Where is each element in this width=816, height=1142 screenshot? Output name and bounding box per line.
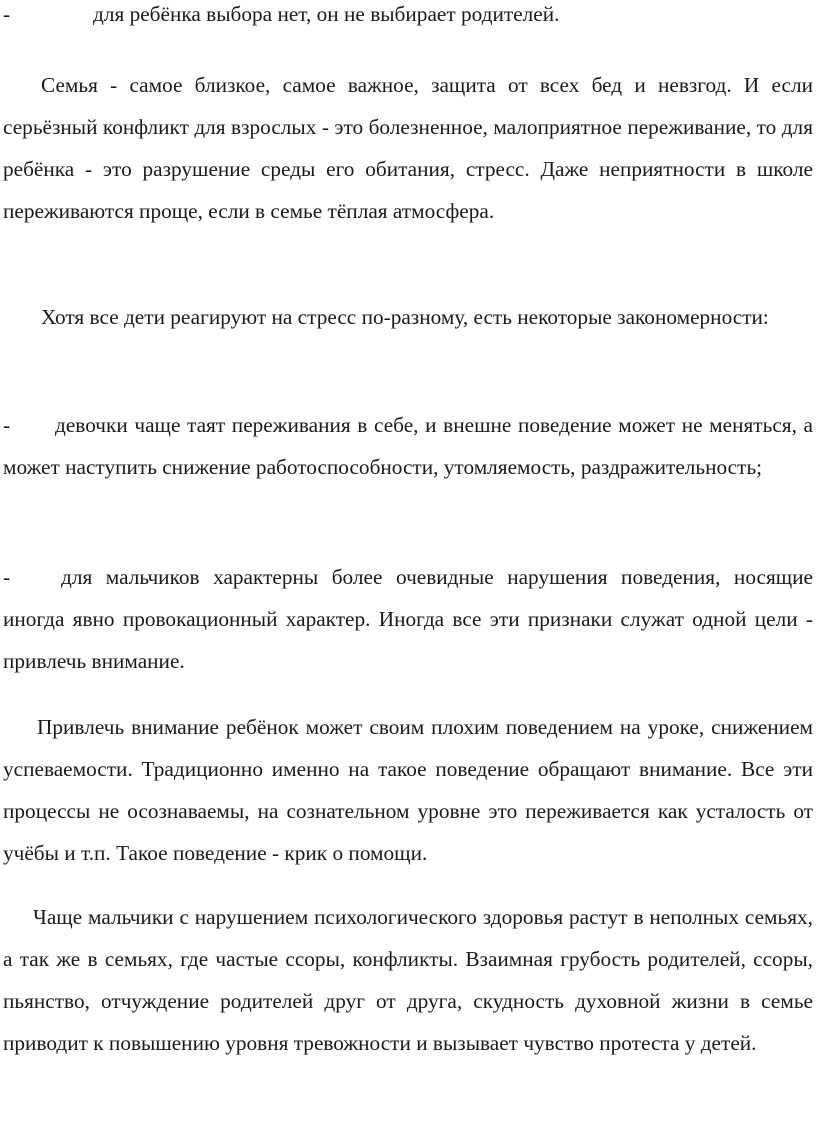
paragraph-family: Семья - самое близкое, самое важное, защита от всех бед и невзгод. И если серьёзный конфликт для взрослых - это болезненное, малоприятное переживание, то для ребёнка - это разрушение среды его обитания, стресс. Даже неприятности в школе переживаются проще, если в семье тёплая атмосфера. [3, 73, 813, 223]
bullet-text: девочки чаще таят переживания в себе, и внешне поведение может не меняться, а может наступить снижение работоспособности, утомляемость, раздражительность; [3, 413, 813, 479]
paragraph-attention: Привлечь внимание ребёнок может своим плохим поведением на уроке, снижением успеваемости. Традиционно именно на такое поведение обращают внимание. Все эти процессы не осознаваемы, на сознательном уровне это переживается как усталость от учёбы и т.п. Такое поведение - крик о помощи. [3, 715, 813, 865]
bullet-no-choice [3, 0, 813, 35]
bullet-boys [3, 556, 813, 682]
bullet-text: для ребёнка выбора нет, он не выбирает родителей. [93, 2, 560, 26]
bullet-dash: - [3, 565, 11, 589]
bullet-dash: - [3, 413, 11, 437]
paragraph-stress-patterns: Хотя все дети реагируют на стресс по-разному, есть некоторые закономерности: [41, 305, 769, 329]
bullet-text: для мальчиков характерны более очевидные нарушения поведения, носящие иногда явно провокационный характер. Иногда все эти признаки служат одной цели - привлечь внимание. [3, 565, 813, 673]
paragraph-boys-families: Чаще мальчики с нарушением психологического здоровья растут в неполных семьях, а так же в семьях, где частые ссоры, конфликты. Взаимная грубость родителей, ссоры, пьянство, отчуждение родителей друг от друга, скудность духовной жизни в семье приводит к повышению уровня тревожности и вызывает чувство протеста у детей. [3, 905, 813, 1055]
bullet-dash: - [3, 2, 11, 26]
bullet-girls [3, 404, 813, 488]
